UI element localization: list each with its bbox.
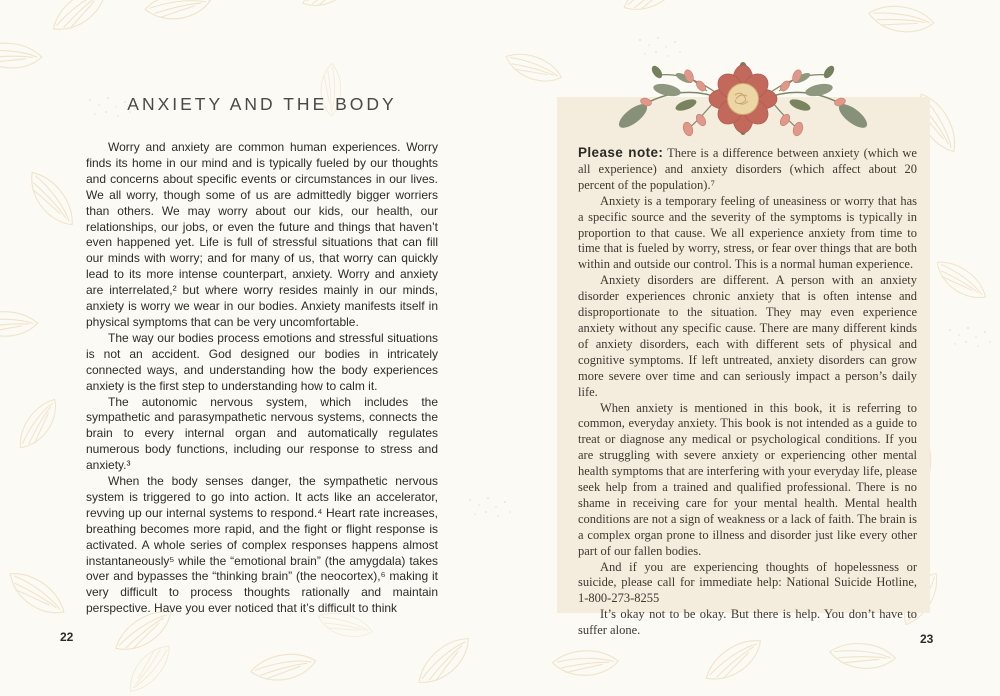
- paragraph: It’s okay not to be okay. But there is help. You don’t have to suffer alone.: [578, 607, 917, 638]
- page-number-left: 22: [60, 630, 74, 644]
- note-intro-text: There is a difference between anxiety (which we all experience) and anxiety disorders (which affect about 20 percent of the population).⁷: [578, 146, 917, 192]
- paragraph: When the body senses danger, the sympathetic nervous system is triggered to go into action. It acts like an accelerator, revving up our internal systems to respond.⁴ Heart rate increases, breathing becomes more rapid, and the fight or flight response is activated. A whole series of complex responses happens almost instantaneously⁵ while the “emotional brain” (the amygdala) takes over and bypasses the “thinking brain” (the neocortex),⁶ making it very difficult to process thoughts rationally and maintain perspective. Have you ever noticed that it’s difficult to think: [86, 474, 438, 616]
- flower-divider-illustration: [603, 57, 883, 141]
- note-label: Please note:: [578, 145, 664, 160]
- paragraph: Anxiety disorders are different. A person with an anxiety disorder experiences chronic anxiety that is often intense and disproportionate to the situation. They may even experience anxiety without any specific cause. There are many different kinds of anxiety disorders, each with different sets of physical and cognitive symptoms. If left untreated, anxiety disorders can grow more severe over time and can seriously impact a person’s daily life.: [578, 273, 917, 399]
- note-first-paragraph: [578, 145, 917, 194]
- paragraph: The autonomic nervous system, which includes the sympathetic and parasympathetic nervous systems, connects the brain to every internal organ and automatically regulates numerous body functions, including our response to stress and anxiety.³: [86, 394, 438, 473]
- paragraph: The way our bodies process emotions and stressful situations is not an accident. God designed our bodies in intricately connected ways, and understanding how the body experiences anxiety is the first step to understanding how to calm it.: [86, 330, 438, 393]
- page-number-right: 23: [920, 632, 934, 646]
- chapter-title: ANXIETY AND THE BODY: [127, 94, 397, 114]
- paragraph: Anxiety is a temporary feeling of uneasiness or worry that has a specific source and the severity of the symptoms is typically in proportion to that cause. We all experience anxiety from time to time that is fueled by worry, stress, or fear over things that are both within and outside our control. This is a normal human experience.: [578, 193, 917, 272]
- chapter-body-text: [86, 140, 438, 617]
- note-box: [557, 97, 930, 638]
- paragraph: And if you are experiencing thoughts of hopelessness or suicide, please call for immediate help: National Suicide Hotline, 1-800-273-8255: [578, 559, 917, 606]
- right-page: [500, 0, 1000, 696]
- paragraph: When anxiety is mentioned in this book, it is referring to common, everyday anxiety. This book is not intended as a guide to treat or diagnose any medical or psychological conditions. If you are struggling with severe anxiety or experiencing other mental health symptoms that are interfering with your everyday life, please seek help from a trained and qualified professional. There is no shame in receiving care for your mental health. Mental health conditions are not a sign of weakness or a lack of faith. The brain is a complex organ prone to illness and disorder just like every other part of our fallen bodies.: [578, 400, 917, 558]
- paragraph: Worry and anxiety are common human experiences. Worry finds its home in our mind and is typically fueled by our thoughts and concerns about specific events or circumstances in our lives. We all worry, though some of us are admittedly bigger worriers than others. We may worry about our kids, our health, our relationships, our jobs, or even the future and things that haven’t even happened yet. Life is full of stressful situations that can fill our minds with worry; and for many of us, that worry can quickly lead to its more intense counterpart, anxiety. Worry and anxiety are interrelated,² but where worry resides mainly in our minds, anxiety is worry we wear in our bodies. Anxiety manifests itself in physical symptoms that can be very uncomfortable.: [86, 140, 438, 329]
- note-text: [578, 145, 917, 639]
